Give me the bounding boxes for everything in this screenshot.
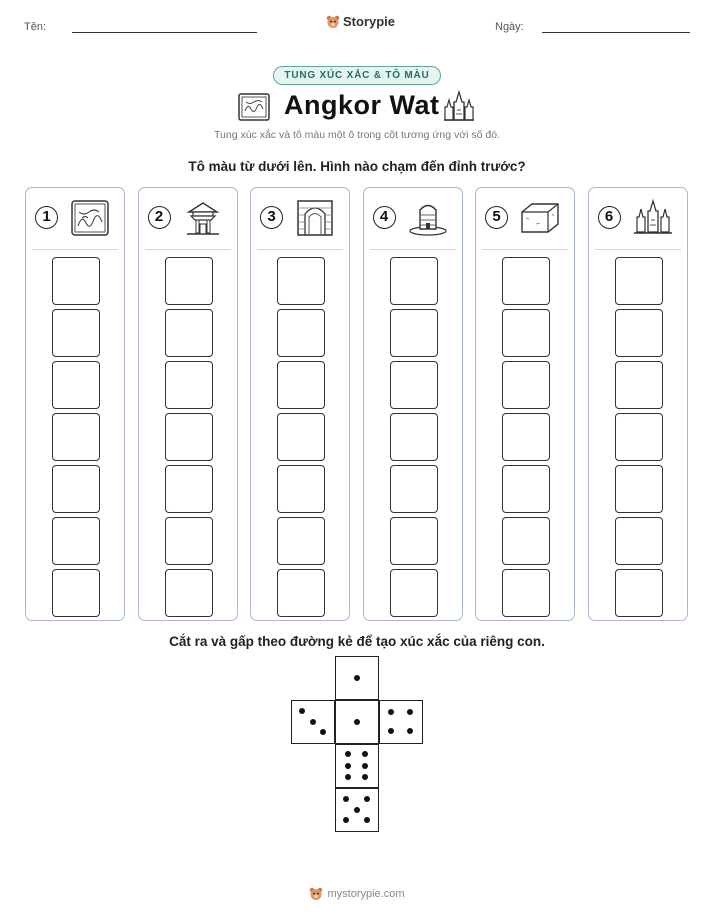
- column-2: [138, 187, 238, 621]
- name-label: Tên:: [24, 21, 47, 33]
- coloring-box[interactable]: [502, 465, 550, 513]
- subtitle: Tung xúc xắc và tô màu một ô trong cột tương ứng với số đó.: [214, 129, 500, 141]
- coloring-box[interactable]: [390, 465, 438, 513]
- brand-logo: [326, 14, 395, 29]
- die-pip: [364, 817, 370, 823]
- die-pip: [364, 796, 370, 802]
- stone-corridor-icon: [293, 198, 337, 238]
- die-pip: [320, 729, 326, 735]
- coloring-box[interactable]: [165, 569, 213, 617]
- die-pip: [354, 807, 360, 813]
- coloring-box[interactable]: [277, 361, 325, 409]
- coloring-box[interactable]: [165, 517, 213, 565]
- column-4: [363, 187, 463, 621]
- die-face-right: [379, 700, 423, 744]
- column-divider: [482, 249, 568, 250]
- column-divider: [370, 249, 456, 250]
- column-divider: [32, 249, 118, 250]
- bear-logo-icon: [326, 15, 340, 29]
- column-divider: [257, 249, 343, 250]
- column-6: [588, 187, 688, 621]
- coloring-box[interactable]: [390, 309, 438, 357]
- coloring-box[interactable]: [165, 465, 213, 513]
- temple-gate-icon: [181, 198, 225, 238]
- die-face-center: [335, 700, 379, 744]
- coloring-box[interactable]: [165, 309, 213, 357]
- column-number: 3: [260, 206, 283, 229]
- die-pip: [345, 774, 351, 780]
- die-pip: [299, 708, 305, 714]
- angkor-towers-icon: [631, 198, 675, 238]
- die-pip: [354, 675, 360, 681]
- coloring-box[interactable]: [277, 465, 325, 513]
- tower-island-icon: [406, 198, 450, 238]
- instruction: Tô màu từ dưới lên. Hình nào chạm đến đỉnh trước?: [188, 159, 526, 174]
- die-pip: [388, 728, 394, 734]
- coloring-box[interactable]: [390, 361, 438, 409]
- coloring-box[interactable]: [615, 257, 663, 305]
- column-number: 1: [35, 206, 58, 229]
- coloring-box[interactable]: [502, 413, 550, 461]
- carved-relief-icon: [68, 198, 112, 238]
- coloring-box[interactable]: [615, 517, 663, 565]
- column-1: [25, 187, 125, 621]
- coloring-box[interactable]: [615, 465, 663, 513]
- coloring-box[interactable]: [277, 257, 325, 305]
- coloring-box[interactable]: [390, 257, 438, 305]
- coloring-box[interactable]: [502, 257, 550, 305]
- column-divider: [595, 249, 681, 250]
- coloring-box[interactable]: [277, 309, 325, 357]
- coloring-box[interactable]: [390, 517, 438, 565]
- coloring-box[interactable]: [502, 309, 550, 357]
- date-line[interactable]: [542, 32, 690, 33]
- coloring-box[interactable]: [615, 569, 663, 617]
- coloring-box[interactable]: [502, 361, 550, 409]
- activity-tag: TUNG XÚC XẮC & TÔ MÀU: [273, 66, 440, 85]
- coloring-box[interactable]: [165, 413, 213, 461]
- coloring-box[interactable]: [52, 413, 100, 461]
- die-face-bottom: [335, 788, 379, 832]
- column-number: 2: [148, 206, 171, 229]
- brand-name: Storypie: [343, 14, 396, 29]
- relief-title-icon: [238, 93, 270, 121]
- die-face-left: [291, 700, 335, 744]
- die-pip: [407, 728, 413, 734]
- die-face-top: [335, 656, 379, 700]
- die-pip: [345, 763, 351, 769]
- coloring-box[interactable]: [277, 517, 325, 565]
- date-label: Ngày:: [495, 21, 524, 33]
- die-pip: [388, 709, 394, 715]
- coloring-box[interactable]: [165, 257, 213, 305]
- die-pip: [407, 709, 413, 715]
- column-5: [475, 187, 575, 621]
- coloring-box[interactable]: [502, 517, 550, 565]
- die-pip: [310, 719, 316, 725]
- bear-footer-icon: [309, 887, 323, 901]
- coloring-box[interactable]: [615, 361, 663, 409]
- coloring-box[interactable]: [390, 413, 438, 461]
- die-pip: [362, 751, 368, 757]
- towers-title-icon: [443, 90, 475, 122]
- column-divider: [145, 249, 231, 250]
- coloring-box[interactable]: [52, 517, 100, 565]
- coloring-box[interactable]: [52, 257, 100, 305]
- coloring-box[interactable]: [52, 361, 100, 409]
- column-3: [250, 187, 350, 621]
- coloring-box[interactable]: [615, 309, 663, 357]
- die-pip: [343, 796, 349, 802]
- coloring-box[interactable]: [615, 413, 663, 461]
- stone-block-icon: [518, 198, 562, 238]
- coloring-box[interactable]: [277, 569, 325, 617]
- coloring-box[interactable]: [52, 309, 100, 357]
- die-pip: [354, 719, 360, 725]
- coloring-box[interactable]: [165, 361, 213, 409]
- coloring-box[interactable]: [502, 569, 550, 617]
- column-number: 4: [373, 206, 396, 229]
- page-title: Angkor Wat: [284, 90, 440, 120]
- die-pip: [345, 751, 351, 757]
- die-pip: [343, 817, 349, 823]
- column-number: 5: [485, 206, 508, 229]
- footer: [309, 887, 404, 901]
- die-face-lower: [335, 744, 379, 788]
- die-pip: [362, 774, 368, 780]
- coloring-box[interactable]: [52, 465, 100, 513]
- die-pip: [362, 763, 368, 769]
- footer-url: mystorypie.com: [327, 888, 405, 900]
- coloring-box[interactable]: [52, 569, 100, 617]
- cut-instruction: Cắt ra và gấp theo đường kẻ để tạo xúc xắc của riêng con.: [169, 634, 545, 649]
- column-number: 6: [598, 206, 621, 229]
- name-line[interactable]: [72, 32, 257, 33]
- coloring-box[interactable]: [390, 569, 438, 617]
- coloring-box[interactable]: [277, 413, 325, 461]
